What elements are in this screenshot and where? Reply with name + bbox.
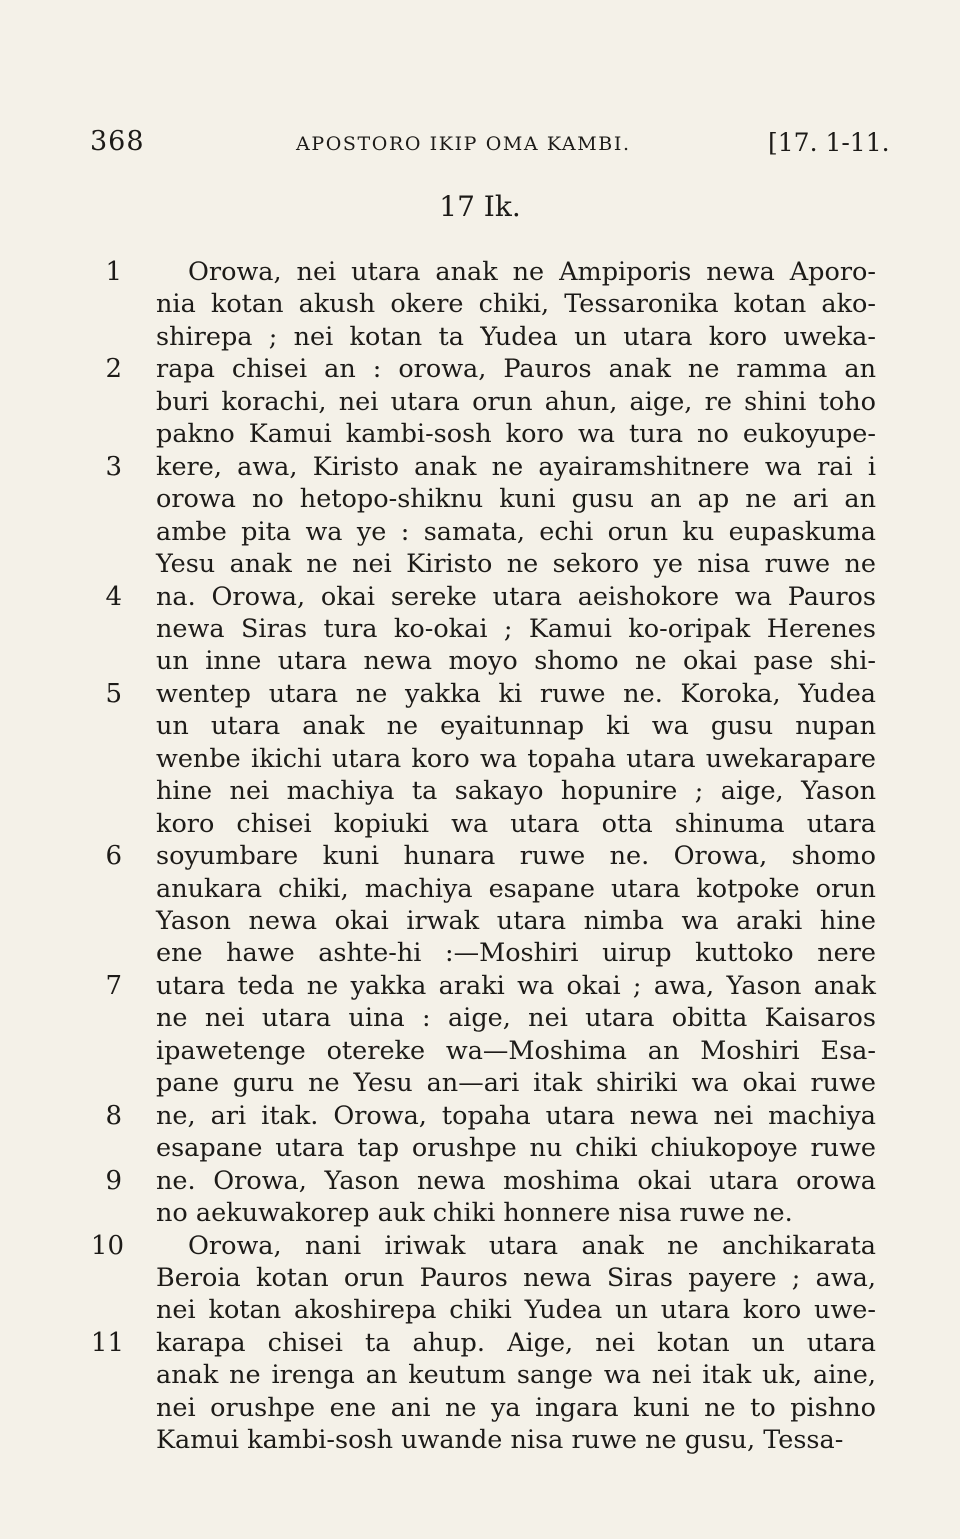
text-line: anukara chiki, machiya esapane utara kotpoke orun	[156, 873, 876, 904]
text-line: na. Orowa, okai sereke utara aeishokore wa Pauros	[156, 581, 876, 612]
text-line: nei kotan akoshirepa chiki Yudea un utara koro uwe-	[156, 1295, 876, 1326]
text-line: esapane utara tap orushpe nu chiki chiukopoye ruwe	[156, 1133, 876, 1164]
text-line: ene hawe ashte-hi :—Moshiri uirup kuttoko nere	[156, 938, 876, 969]
text-line: Orowa, nani iriwak utara anak ne anchikarata	[188, 1230, 876, 1261]
text-line: nia kotan akush okere chiki, Tessaronika kotan ako-	[156, 289, 876, 320]
running-title: APOSTORO IKIP OMA KAMBI.	[296, 133, 631, 155]
text-line: ne, ari itak. Orowa, topaha utara newa nei machiya	[156, 1100, 876, 1131]
verse-number: 5	[105, 678, 122, 709]
chapter-reference: [17. 1-11.	[768, 128, 890, 157]
verse-number: 3	[105, 451, 122, 482]
verse-number: 4	[105, 581, 122, 612]
text-line: Orowa, nei utara anak ne Ampiporis newa Aporo-	[188, 257, 876, 287]
verse-number: 8	[105, 1100, 122, 1131]
text-line: pakno Kamui kambi-sosh koro wa tura no eukoyupe-	[156, 419, 876, 450]
verse-number: 2	[105, 354, 122, 385]
text-line: ne nei utara uina : aige, nei utara obitta Kaisaros	[156, 1003, 876, 1034]
text-line: kere, awa, Kiristo anak ne ayairamshitnere wa rai i	[156, 451, 876, 482]
text-line: Kamui kambi-sosh uwande nisa ruwe ne gusu, Tessa-	[156, 1425, 844, 1456]
text-line: wentep utara ne yakka ki ruwe ne. Koroka, Yudea	[156, 678, 876, 709]
text-line: newa Siras tura ko-okai ; Kamui ko-oripak Herenes	[156, 613, 876, 644]
text-line: ne. Orowa, Yason newa moshima okai utara orowa	[156, 1165, 876, 1196]
text-line: anak ne irenga an keutum sange wa nei itak uk, aine,	[156, 1360, 876, 1391]
verse-number: 11	[90, 1327, 124, 1358]
text-line: ipawetenge otereke wa—Moshima an Moshiri Esa-	[156, 1035, 876, 1066]
text-line: soyumbare kuni hunara ruwe ne. Orowa, shomo	[156, 841, 876, 872]
text-line: Yason newa okai irwak utara nimba wa araki hine	[156, 906, 876, 936]
text-line: karapa chisei ta ahup. Aige, nei kotan un utara	[156, 1327, 876, 1358]
text-line: no aekuwakorep auk chiki honnere nisa ruwe ne.	[156, 1198, 793, 1229]
text-line: wenbe ikichi utara koro wa topaha utara uwekarapare	[156, 743, 876, 774]
verse-number: 10	[90, 1230, 124, 1261]
text-line: orowa no hetopo-shiknu kuni gusu an ap ne ari an	[156, 484, 876, 515]
verse-number: 1	[105, 257, 122, 287]
text-line: pane guru ne Yesu an—ari itak shiriki wa okai ruwe	[156, 1068, 876, 1099]
verse-number: 9	[105, 1165, 122, 1196]
verse-number: 7	[105, 970, 122, 1001]
text-line: hine nei machiya ta sakayo hopunire ; aige, Yason	[156, 776, 876, 807]
text-line: un inne utara newa moyo shomo ne okai pase shi-	[156, 646, 876, 677]
text-line: un utara anak ne eyaitunnap ki wa gusu nupan	[156, 711, 876, 742]
text-line: Beroia kotan orun Pauros newa Siras payere ; awa,	[156, 1262, 876, 1293]
text-line: utara teda ne yakka araki wa okai ; awa, Yason anak	[156, 970, 876, 1001]
chapter-heading: 17 Ik.	[439, 190, 521, 223]
text-line: koro chisei kopiuki wa utara otta shinuma utara	[156, 808, 876, 839]
page-number: 368	[90, 126, 145, 157]
text-line: ambe pita wa ye : samata, echi orun ku eupaskuma	[156, 516, 876, 547]
text-line: rapa chisei an : orowa, Pauros anak ne ramma an	[156, 354, 876, 385]
text-line: Yesu anak ne nei Kiristo ne sekoro ye nisa ruwe ne	[156, 549, 876, 580]
text-line: shirepa ; nei kotan ta Yudea un utara koro uweka-	[156, 321, 876, 352]
text-line: nei orushpe ene ani ne ya ingara kuni ne to pishno	[156, 1392, 876, 1423]
verse-number: 6	[105, 841, 122, 872]
text-line: buri korachi, nei utara orun ahun, aige, re shini toho	[156, 386, 876, 417]
